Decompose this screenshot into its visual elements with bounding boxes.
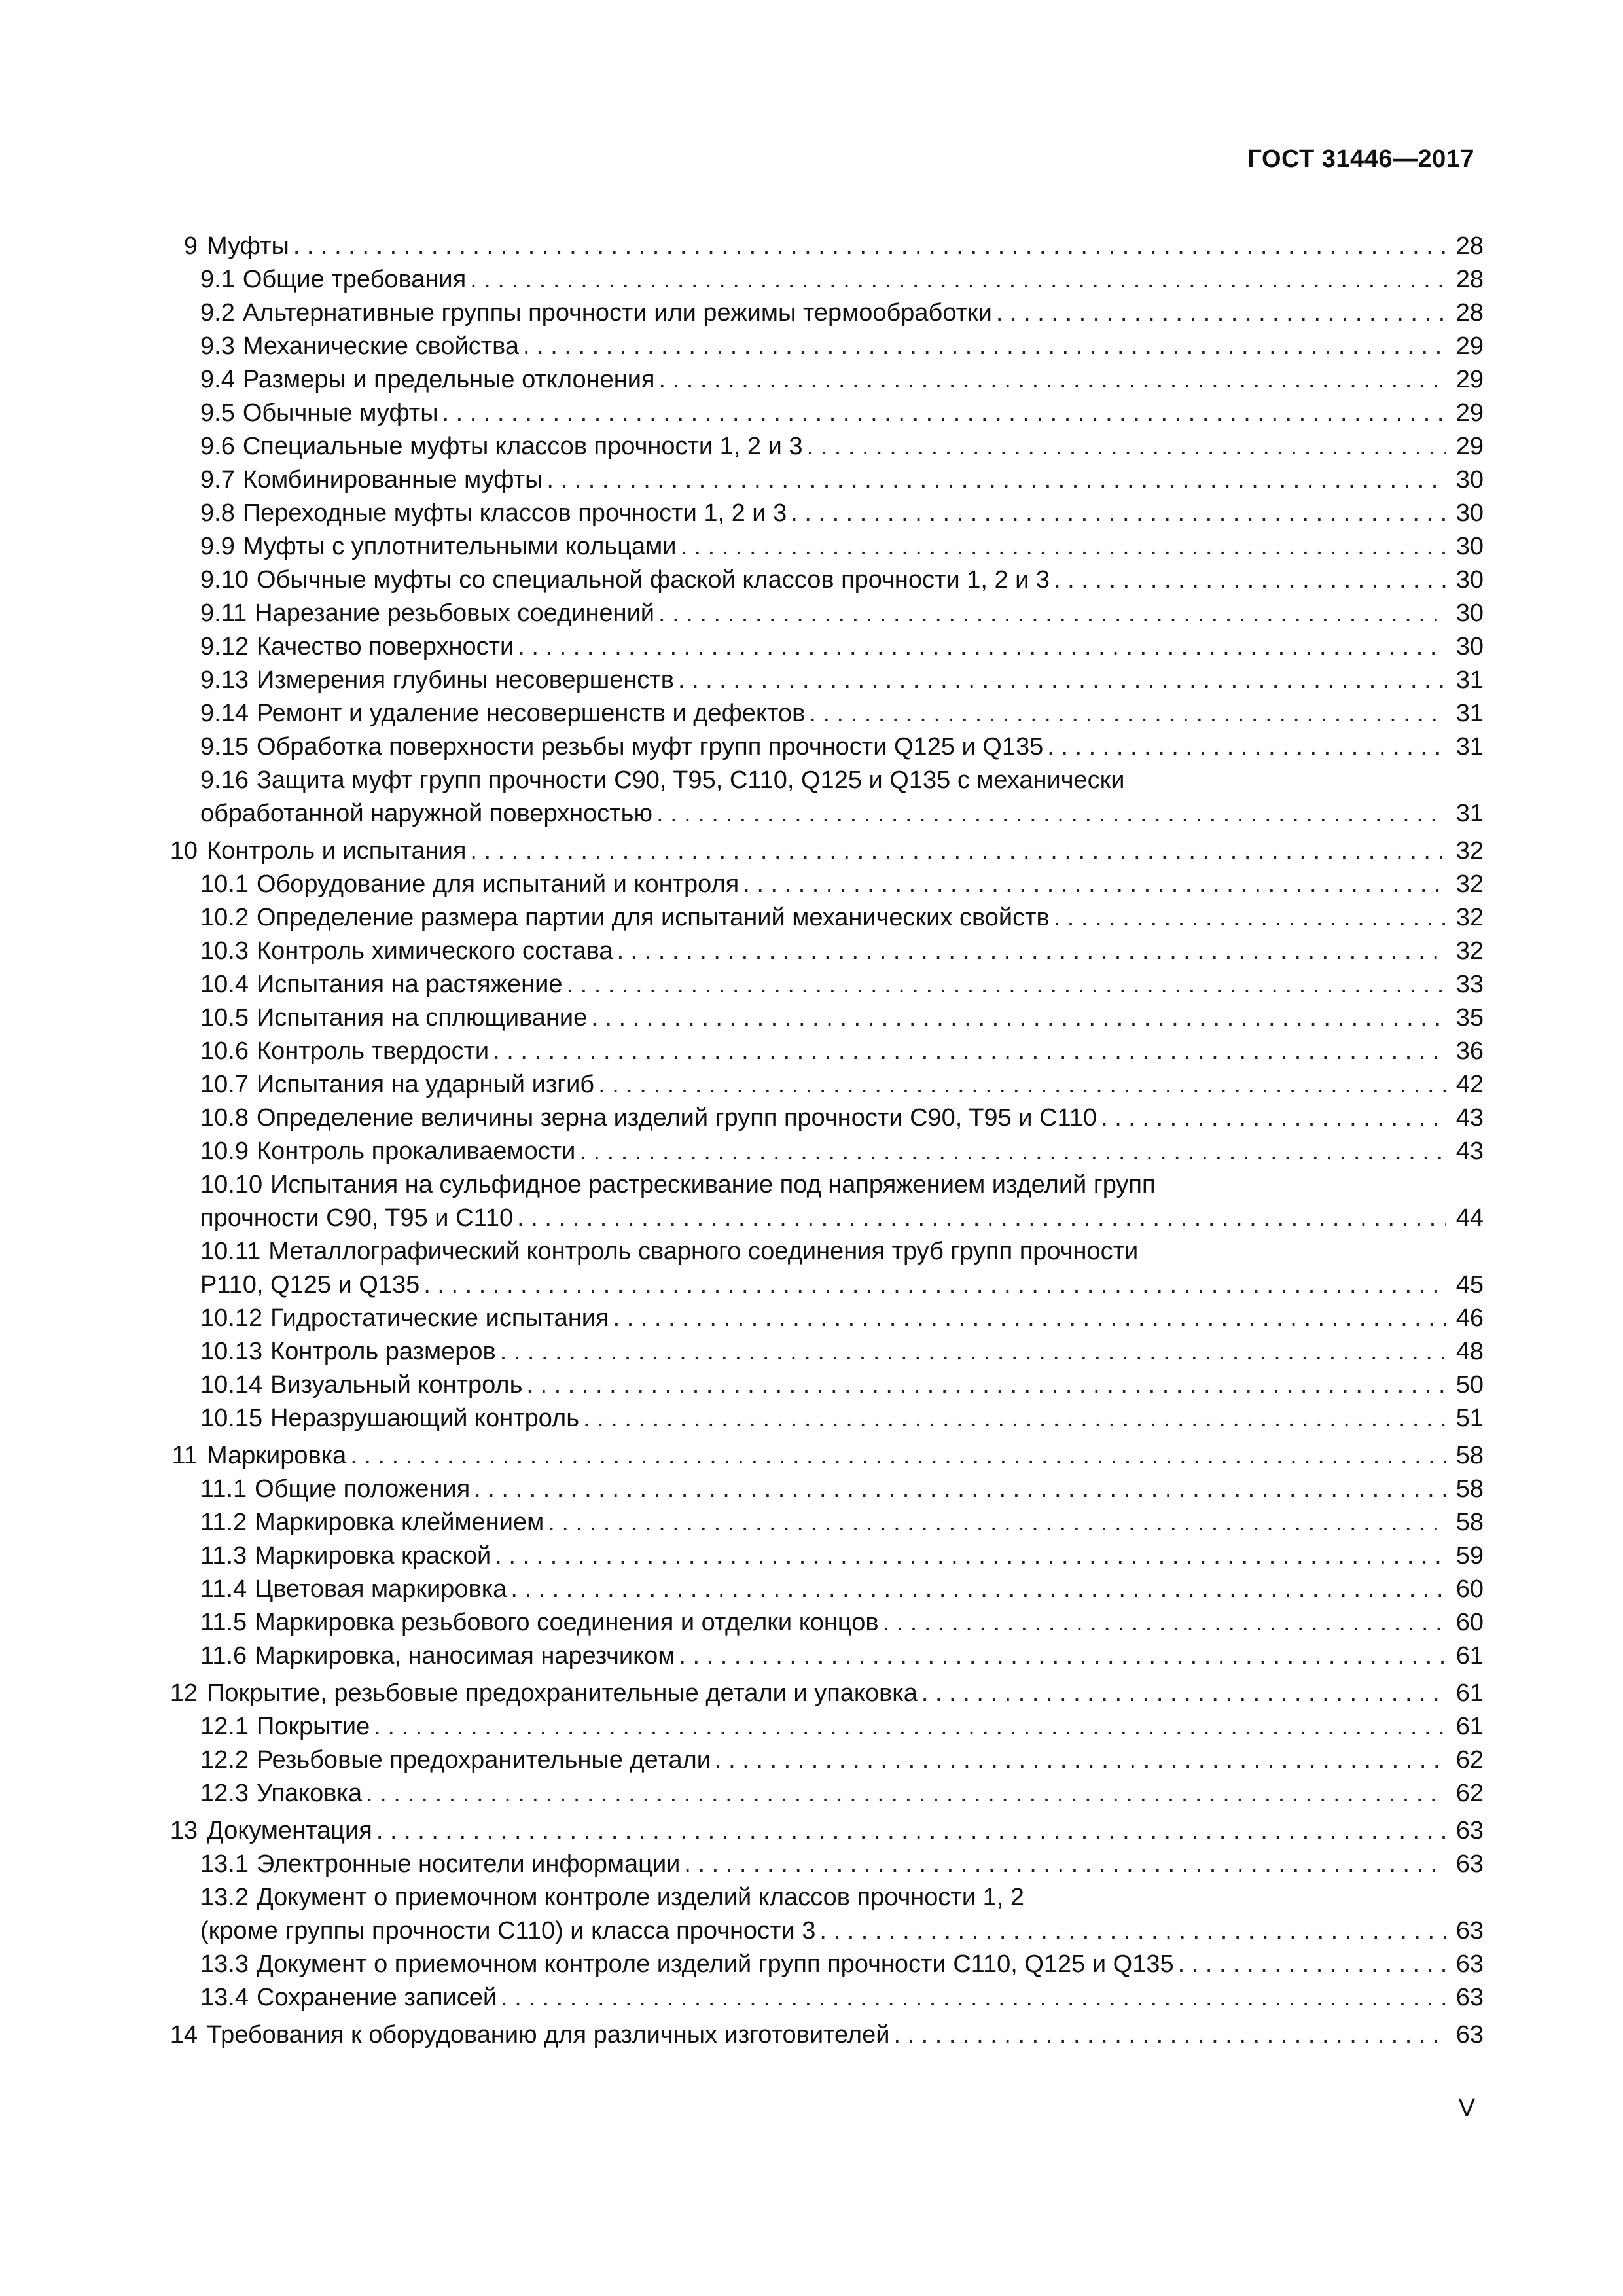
toc-dot-leader [680, 530, 1446, 564]
toc-entry-number: 9 [183, 232, 198, 260]
toc-entry-title: Обычные муфты [242, 399, 438, 427]
toc-entry-number: 11.1 [200, 1475, 247, 1503]
toc-entry-number: 13.1 [200, 1850, 249, 1878]
toc-dot-leader [548, 1506, 1446, 1539]
toc-entry-number: 10.14 [200, 1371, 263, 1399]
toc-entry-title: Испытания на ударный изгиб [256, 1071, 595, 1098]
toc-entry-title: Упаковка [256, 1780, 363, 1807]
toc-subsection-entry [162, 363, 1484, 397]
toc-subsection-entry [162, 597, 1484, 630]
toc-entry-number: 9.8 [200, 499, 235, 527]
toc-entry-title: Контроль размеров [270, 1338, 496, 1365]
toc-subsection-entry [162, 1035, 1484, 1068]
toc-section-entry [162, 2018, 1484, 2052]
toc-entry-title: Документация [207, 1817, 372, 1844]
toc-entry-page: 51 [1455, 1405, 1484, 1432]
toc-entry-page: 63 [1455, 2021, 1484, 2049]
document-id-header: ГОСТ 31446—2017 [1247, 145, 1474, 173]
toc-entry-title: Механические свойства [242, 332, 520, 360]
toc-entry-number: 9.9 [200, 533, 235, 560]
toc-dot-leader [591, 1001, 1446, 1035]
toc-dot-leader [921, 1677, 1446, 1710]
toc-entry-page: 63 [1455, 1950, 1484, 1978]
toc-entry-page: 62 [1455, 1746, 1484, 1774]
toc-section-entry [162, 1814, 1484, 1848]
toc-dot-leader [743, 868, 1446, 901]
toc-entry-page: 60 [1455, 1575, 1484, 1603]
toc-entry-number: 11.5 [200, 1609, 247, 1636]
toc-entry-title: (кроме группы прочности C110) и класса прочности 3 [200, 1917, 816, 1945]
toc-subsection-entry [162, 868, 1484, 901]
toc-dot-leader [366, 1777, 1446, 1810]
toc-entry-number: 10.11 [200, 1238, 261, 1265]
toc-entry-page: 33 [1455, 971, 1484, 998]
toc-entry-page: 30 [1455, 499, 1484, 527]
toc-entry-title: Неразрушающий контроль [270, 1405, 580, 1432]
toc-subsection-entry [162, 1235, 1484, 1268]
toc-entry-number: 10.13 [200, 1338, 263, 1365]
toc-entry-title: Цветовая маркировка [255, 1575, 507, 1603]
toc-entry-page: 29 [1455, 366, 1484, 393]
toc-entry-number: 11.3 [200, 1542, 247, 1570]
toc-dot-leader [423, 1268, 1446, 1302]
toc-entry-page: 60 [1455, 1609, 1484, 1636]
table-of-contents [162, 226, 1484, 2052]
toc-entry-page: 36 [1455, 1037, 1484, 1065]
toc-dot-leader [613, 1302, 1446, 1335]
toc-subsection-entry [162, 764, 1484, 797]
toc-subsection-entry [162, 730, 1484, 764]
toc-entry-page: 29 [1455, 332, 1484, 360]
toc-entry-number: 9.14 [200, 700, 249, 727]
toc-dot-leader [501, 1981, 1446, 2015]
toc-entry-title: Контроль химического состава [256, 937, 613, 965]
toc-entry-number: 13 [169, 1817, 198, 1844]
toc-dot-leader [684, 1848, 1446, 1881]
toc-entry-number: 14 [169, 2021, 198, 2049]
toc-entry-page: 59 [1455, 1542, 1484, 1570]
toc-subsection-entry [162, 1473, 1484, 1506]
toc-dot-leader [715, 1744, 1446, 1777]
toc-subsection-entry [162, 1948, 1484, 1981]
toc-subsection-entry [162, 697, 1484, 730]
toc-entry-title: Маркировка резьбового соединения и отделки концов [255, 1609, 879, 1636]
toc-entry-title: Определение размера партии для испытаний механических свойств [256, 904, 1050, 931]
toc-subsection-entry [162, 968, 1484, 1001]
toc-subsection-entry [162, 497, 1484, 530]
toc-entry-page: 32 [1455, 904, 1484, 931]
toc-entry-title: Металлографический контроль сварного соединения труб групп прочности [268, 1238, 1139, 1265]
toc-entry-page: 30 [1455, 600, 1484, 627]
toc-entry-number: 10.5 [200, 1004, 249, 1031]
toc-entry-number: 10.8 [200, 1104, 249, 1132]
toc-entry-title: Требования к оборудованию для различных изготовителей [207, 2021, 890, 2049]
toc-subsection-entry [162, 1302, 1484, 1335]
toc-subsection-entry [162, 1135, 1484, 1168]
toc-subsection-entry [162, 935, 1484, 968]
toc-dot-leader [679, 1640, 1446, 1673]
toc-entry-number: 10.1 [200, 870, 249, 898]
toc-dot-leader [546, 463, 1446, 497]
toc-entry-number: 9.3 [200, 332, 235, 360]
toc-entry-page: 45 [1455, 1271, 1484, 1299]
toc-dot-leader [293, 230, 1446, 263]
toc-dot-leader [678, 664, 1446, 697]
toc-entry-page: 30 [1455, 566, 1484, 594]
toc-entry-number: 12 [169, 1679, 198, 1707]
toc-dot-leader [893, 2018, 1446, 2052]
toc-subsection-entry [162, 1848, 1484, 1881]
toc-dot-leader [656, 797, 1446, 831]
toc-subsection-entry [162, 1068, 1484, 1102]
toc-entry-number: 12.2 [200, 1746, 249, 1774]
toc-entry-number: 10.3 [200, 937, 249, 965]
toc-dot-leader [1178, 1948, 1446, 1981]
toc-entry-page: 29 [1455, 433, 1484, 460]
toc-entry-title: Электронные носители информации [256, 1850, 681, 1878]
toc-dot-leader [1047, 730, 1446, 764]
toc-subsection-entry [162, 430, 1484, 463]
toc-entry-number: 10 [169, 837, 198, 865]
toc-dot-leader [510, 1573, 1446, 1606]
toc-subsection-entry [162, 1168, 1484, 1202]
toc-dot-leader [350, 1439, 1446, 1473]
toc-entry-number: 9.6 [200, 433, 235, 460]
toc-entry-title: Обработка поверхности резьбы муфт групп прочности Q125 и Q135 [256, 733, 1044, 761]
toc-entry-title: Ремонт и удаление несовершенств и дефектов [256, 700, 806, 727]
toc-entry-number: 9.1 [200, 266, 235, 293]
toc-section-entry [162, 834, 1484, 868]
toc-entry-title: Оборудование для испытаний и контроля [256, 870, 740, 898]
toc-entry-title: Визуальный контроль [270, 1371, 523, 1399]
toc-dot-leader [996, 296, 1446, 330]
toc-entry-title: Маркировка [207, 1442, 347, 1469]
toc-entry-number: 10.4 [200, 971, 249, 998]
toc-entry-title: Альтернативные группы прочности или режимы термообработки [242, 299, 992, 327]
toc-entry-page: 42 [1455, 1071, 1484, 1098]
toc-subsection-entry [162, 263, 1484, 296]
toc-subsection-entry [162, 1881, 1484, 1914]
toc-entry-page: 63 [1455, 1850, 1484, 1878]
toc-dot-leader [523, 330, 1446, 363]
toc-dot-leader [1101, 1102, 1446, 1135]
toc-entry-page: 63 [1455, 1817, 1484, 1844]
toc-subsection-entry [162, 1001, 1484, 1035]
toc-subsection-entry [162, 1981, 1484, 2015]
toc-entry-page: 30 [1455, 633, 1484, 660]
toc-subsection-entry [162, 664, 1484, 697]
toc-entry-title: Специальные муфты классов прочности 1, 2 и 3 [242, 433, 803, 460]
toc-entry-number: 10.2 [200, 904, 249, 931]
toc-entry-title: Покрытие, резьбовые предохранительные детали и упаковка [207, 1679, 918, 1707]
toc-entry-page: 63 [1455, 1917, 1484, 1945]
toc-entry-number: 13.2 [200, 1884, 249, 1911]
toc-dot-leader [376, 1814, 1446, 1848]
toc-entry-page: 29 [1455, 399, 1484, 427]
toc-entry-title: Муфты [207, 232, 289, 260]
page-number: V [1458, 2094, 1475, 2122]
toc-entry-page: 31 [1455, 700, 1484, 727]
toc-subsection-entry [162, 901, 1484, 935]
toc-entry-page: 61 [1455, 1713, 1484, 1740]
toc-subsection-entry [162, 1539, 1484, 1573]
toc-entry-number: 10.12 [200, 1304, 263, 1332]
toc-dot-leader [374, 1710, 1446, 1744]
toc-entry-number: 11.2 [200, 1509, 247, 1536]
toc-entry-number: 9.16 [200, 766, 249, 794]
toc-entry-page: 35 [1455, 1004, 1484, 1031]
toc-entry-title: Покрытие [256, 1713, 370, 1740]
toc-entry-title: Контроль твердости [256, 1037, 490, 1065]
toc-entry-number: 11.4 [200, 1575, 247, 1603]
toc-subsection-entry [162, 1369, 1484, 1402]
toc-section-entry [162, 1439, 1484, 1473]
toc-entry-title: Обычные муфты со специальной фаской классов прочности 1, 2 и 3 [256, 566, 1050, 594]
toc-entry-number: 12.1 [200, 1713, 249, 1740]
toc-entry-title: Общие положения [255, 1475, 471, 1503]
toc-dot-leader [470, 263, 1446, 296]
toc-entry-number: 9.12 [200, 633, 249, 660]
toc-entry-number: 10.6 [200, 1037, 249, 1065]
toc-subsection-entry [162, 530, 1484, 564]
toc-entry-title: Испытания на растяжение [256, 971, 563, 998]
toc-entry-page: 63 [1455, 1984, 1484, 2011]
toc-entry-page: 50 [1455, 1371, 1484, 1399]
toc-entry-title: Маркировка, наносимая нарезчиком [255, 1642, 675, 1670]
toc-entry-page: 43 [1455, 1138, 1484, 1165]
toc-entry-title: Резьбовые предохранительные детали [256, 1746, 711, 1774]
toc-dot-leader [493, 1035, 1446, 1068]
toc-entry-number: 9.10 [200, 566, 249, 594]
toc-entry-title: Переходные муфты классов прочности 1, 2 и 3 [242, 499, 787, 527]
toc-subsection-entry [162, 397, 1484, 430]
toc-subsection-entry [162, 630, 1484, 664]
toc-subsection-entry [162, 1744, 1484, 1777]
toc-dot-leader [658, 597, 1446, 630]
toc-entry-title: P110, Q125 и Q135 [200, 1271, 420, 1299]
toc-entry-title: Нарезание резьбовых соединений [255, 600, 655, 627]
toc-entry-continuation [162, 1268, 1484, 1302]
toc-subsection-entry [162, 1710, 1484, 1744]
toc-entry-page: 61 [1455, 1679, 1484, 1707]
toc-dot-leader [517, 1202, 1446, 1235]
toc-entry-page: 58 [1455, 1509, 1484, 1536]
toc-entry-number: 9.15 [200, 733, 249, 761]
toc-entry-number: 10.15 [200, 1405, 263, 1432]
toc-entry-page: 43 [1455, 1104, 1484, 1132]
toc-entry-title: Маркировка клеймением [255, 1509, 544, 1536]
toc-dot-leader [819, 1914, 1446, 1948]
toc-subsection-entry [162, 564, 1484, 597]
toc-entry-number: 9.5 [200, 399, 235, 427]
toc-entry-number: 10.7 [200, 1071, 249, 1098]
toc-entry-page: 58 [1455, 1475, 1484, 1503]
toc-entry-page: 28 [1455, 232, 1484, 260]
toc-entry-title: Общие требования [242, 266, 467, 293]
toc-dot-leader [495, 1539, 1446, 1573]
toc-entry-title: Комбинированные муфты [242, 466, 543, 493]
toc-entry-number: 9.11 [200, 600, 247, 627]
toc-dot-leader [470, 834, 1446, 868]
toc-subsection-entry [162, 1573, 1484, 1606]
toc-entry-continuation [162, 797, 1484, 831]
toc-entry-page: 58 [1455, 1442, 1484, 1469]
toc-entry-page: 28 [1455, 266, 1484, 293]
toc-entry-title: прочности C90, T95 и C110 [200, 1204, 514, 1232]
toc-entry-page: 31 [1455, 733, 1484, 761]
toc-dot-leader [518, 630, 1446, 664]
toc-entry-number: 9.7 [200, 466, 235, 493]
toc-subsection-entry [162, 1606, 1484, 1640]
toc-entry-page: 32 [1455, 937, 1484, 965]
toc-entry-title: Размеры и предельные отклонения [242, 366, 655, 393]
toc-entry-title: Маркировка краской [255, 1542, 491, 1570]
toc-subsection-entry [162, 330, 1484, 363]
toc-entry-title: Документ о приемочном контроле изделий групп прочности C110, Q125 и Q135 [256, 1950, 1174, 1978]
toc-entry-title: Испытания на сплющивание [256, 1004, 588, 1031]
toc-dot-leader [598, 1068, 1446, 1102]
toc-dot-leader [809, 697, 1446, 730]
toc-entry-title: Определение величины зерна изделий групп прочности C90, T95 и C110 [256, 1104, 1097, 1132]
toc-entry-number: 12.3 [200, 1780, 249, 1807]
toc-subsection-entry [162, 1506, 1484, 1539]
toc-dot-leader [1054, 901, 1446, 935]
toc-entry-number: 13.3 [200, 1950, 249, 1978]
toc-dot-leader [583, 1402, 1446, 1435]
toc-dot-leader [791, 497, 1446, 530]
toc-dot-leader [474, 1473, 1446, 1506]
toc-entry-number: 9.4 [200, 366, 235, 393]
toc-entry-page: 32 [1455, 870, 1484, 898]
toc-entry-continuation [162, 1914, 1484, 1948]
toc-entry-page: 28 [1455, 299, 1484, 327]
toc-section-entry [162, 230, 1484, 263]
toc-dot-leader [659, 363, 1446, 397]
toc-section-entry [162, 1677, 1484, 1710]
toc-entry-page: 30 [1455, 533, 1484, 560]
toc-dot-leader [566, 968, 1446, 1001]
toc-dot-leader [579, 1135, 1446, 1168]
toc-entry-title: Качество поверхности [256, 633, 514, 660]
toc-entry-continuation [162, 1202, 1484, 1235]
toc-entry-page: 30 [1455, 466, 1484, 493]
toc-entry-page: 61 [1455, 1642, 1484, 1670]
toc-dot-leader [617, 935, 1446, 968]
toc-entry-page: 62 [1455, 1780, 1484, 1807]
toc-dot-leader [442, 397, 1446, 430]
toc-subsection-entry [162, 1102, 1484, 1135]
toc-entry-page: 48 [1455, 1338, 1484, 1365]
toc-entry-page: 31 [1455, 666, 1484, 694]
toc-entry-page: 32 [1455, 837, 1484, 865]
toc-subsection-entry [162, 1777, 1484, 1810]
toc-entry-number: 10.10 [200, 1171, 263, 1198]
toc-dot-leader [526, 1369, 1446, 1402]
toc-entry-title: Защита муфт групп прочности C90, T95, C110, Q125 и Q135 с механически [256, 766, 1125, 794]
toc-entry-title: Муфты с уплотнительными кольцами [242, 533, 677, 560]
toc-dot-leader [883, 1606, 1446, 1640]
toc-entry-page: 31 [1455, 800, 1484, 827]
toc-subsection-entry [162, 296, 1484, 330]
toc-entry-number: 9.2 [200, 299, 235, 327]
toc-entry-title: Документ о приемочном контроле изделий классов прочности 1, 2 [256, 1884, 1024, 1911]
toc-entry-page: 46 [1455, 1304, 1484, 1332]
toc-subsection-entry [162, 1402, 1484, 1435]
toc-subsection-entry [162, 1335, 1484, 1369]
toc-dot-leader [807, 430, 1446, 463]
toc-entry-title: Гидростатические испытания [270, 1304, 609, 1332]
toc-entry-title: обработанной наружной поверхностью [200, 800, 652, 827]
toc-entry-title: Испытания на сульфидное растрескивание под напряжением изделий групп [270, 1171, 1156, 1198]
toc-entry-title: Сохранение записей [256, 1984, 497, 2011]
toc-entry-number: 10.9 [200, 1138, 249, 1165]
toc-dot-leader [500, 1335, 1446, 1369]
toc-entry-number: 13.4 [200, 1984, 249, 2011]
toc-subsection-entry [162, 463, 1484, 497]
toc-entry-title: Контроль и испытания [207, 837, 467, 865]
toc-entry-page: 44 [1455, 1204, 1484, 1232]
toc-entry-number: 11 [171, 1442, 198, 1469]
toc-entry-number: 9.13 [200, 666, 249, 694]
toc-entry-number: 11.6 [200, 1642, 247, 1670]
toc-dot-leader [1054, 564, 1446, 597]
toc-entry-title: Контроль прокаливаемости [256, 1138, 576, 1165]
toc-entry-title: Измерения глубины несовершенств [256, 666, 674, 694]
toc-subsection-entry [162, 1640, 1484, 1673]
